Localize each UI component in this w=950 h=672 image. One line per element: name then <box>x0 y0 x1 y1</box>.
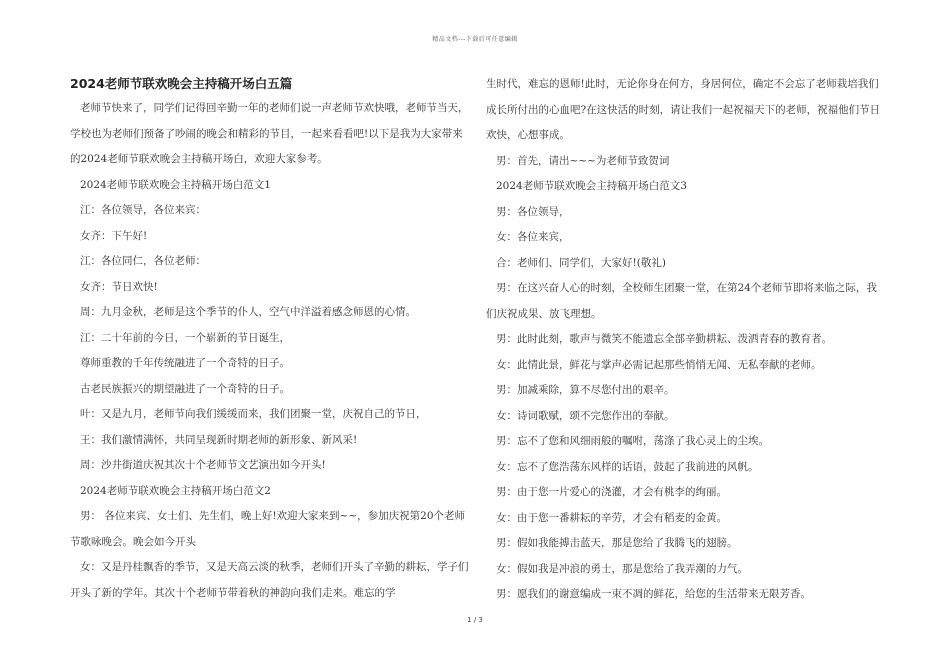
script-line: 男：在这兴奋人心的时刻，全校师生团聚一堂，在第24个老师节即将来临之际，我们庆祝成果、放飞理想。 <box>486 282 877 320</box>
section-heading-1: 2024老师节联欢晚会主持稿开场白范文1 <box>80 178 271 191</box>
script-line: 女：各位来宾， <box>496 231 570 243</box>
document-title: 2024老师节联欢晚会主持稿开场白五篇 <box>70 76 293 91</box>
script-line: 周：沙井街道庆祝其次十个老师节文艺演出如今开头! <box>80 459 326 471</box>
script-line: 江：二十年前的今日，一个崭新的节日诞生， <box>80 331 290 344</box>
script-line: 男：首先，请出~~~为老师节致贺词 <box>496 154 670 167</box>
script-line: 男： 各位来宾、女士们、先生们，晚上好!欢迎大家来到~~，参加庆祝第20个老师节歌咏晚会。晚会如今开头 <box>70 510 466 548</box>
script-line: 男：由于您一片爱心的浇灌，才会有桃李的绚丽。 <box>496 486 727 498</box>
script-line: 女：假如我是冲浪的勇士，那是您给了我弄潮的力气。 <box>496 562 748 575</box>
script-line: 男：假如我能搏击蓝天，那是您给了我腾飞的翅膀。 <box>496 537 738 549</box>
page-number: 1 / 3 <box>467 616 483 624</box>
script-line: 男：忘不了您和风细雨般的嘱咐，荡涤了我心灵上的尘埃。 <box>496 435 769 447</box>
script-line: 合：老师们、同学们，大家好!(敬礼) <box>496 256 666 269</box>
script-line: 女：由于您一番耕耘的辛劳，才会有稻麦的金黄。 <box>496 511 727 524</box>
script-line: 女：又是丹桂飘香的季节，又是天高云淡的秋季，老师们开头了辛勤的耕耘，学子们开头了新的学年。其次十个老师节带着秋的神韵向我们走来。难忘的学 <box>70 561 469 599</box>
script-line: 江：各位领导，各位来宾： <box>80 204 206 216</box>
section-heading-2: 2024老师节联欢晚会主持稿开场白范文2 <box>80 484 271 497</box>
script-line: 女齐：节日欢快! <box>80 280 158 293</box>
script-line: 女：诗词歌赋，颂不完您作出的奉献。 <box>496 409 675 422</box>
script-line: 古老民族振兴的期望融进了一个奇特的日子。 <box>80 382 290 395</box>
page-header: 精品文档---下载后可任意编辑 <box>432 36 518 43</box>
section-heading-3: 2024老师节联欢晚会主持稿开场白范文3 <box>496 180 687 192</box>
script-line: 男：此时此刻，歌声与微笑不能遗忘全部辛勤耕耘、泼洒青春的教育者。 <box>496 333 832 345</box>
intro-paragraph: 老师节快来了，同学们记得回辛勤一年的老师们说一声老师节欢快哦，老师节当天，学校也为老师们预备了吵闹的晚会和精彩的节目，一起来看看吧!以下是我为大家带来的2024老师节联欢晚会主持稿开场白，欢迎大家参考。 <box>70 102 469 165</box>
script-line: 叶：又是九月，老师节向我们缓缓而来，我们团聚一堂，庆祝自己的节日， <box>80 408 427 420</box>
script-line: 周：九月金秋，老师是这个季节的仆人，空气中洋溢着感念师恩的心情。 <box>80 306 416 318</box>
script-line: 男：加减乘除，算不尽您付出的艰辛。 <box>496 384 675 396</box>
script-line: 江：各位同仁，各位老师： <box>80 255 206 267</box>
script-line: 王：我们激情满怀，共同呈现新时期老师的新形象、新风采! <box>80 433 358 446</box>
left-column <box>70 72 470 606</box>
right-column <box>486 72 886 608</box>
script-line: 尊师重教的千年传统融进了一个奇特的日子。 <box>80 357 290 369</box>
script-line: 女齐：下午好! <box>80 229 148 242</box>
script-line: 女：忘不了您浩荡东风样的话语，鼓起了我前进的风帆。 <box>496 460 759 473</box>
continued-paragraph: 生时代，难忘的恩师!此时，无论你身在何方，身居何位，确定不会忘了老师栽培我们成长所付出的心血吧?在这快活的时刻，请让我们一起祝福天下的老师，祝福他们节日欢快，心想事成。 <box>486 78 881 141</box>
script-line: 女：此情此景，鲜花与掌声必需记起那些悄悄无闻、无私奉献的老师。 <box>496 358 822 371</box>
script-line: 男：各位领导， <box>496 205 570 218</box>
script-line: 男：愿我们的谢意编成一束不凋的鲜花，给您的生活带来无限芳香。 <box>496 588 811 600</box>
